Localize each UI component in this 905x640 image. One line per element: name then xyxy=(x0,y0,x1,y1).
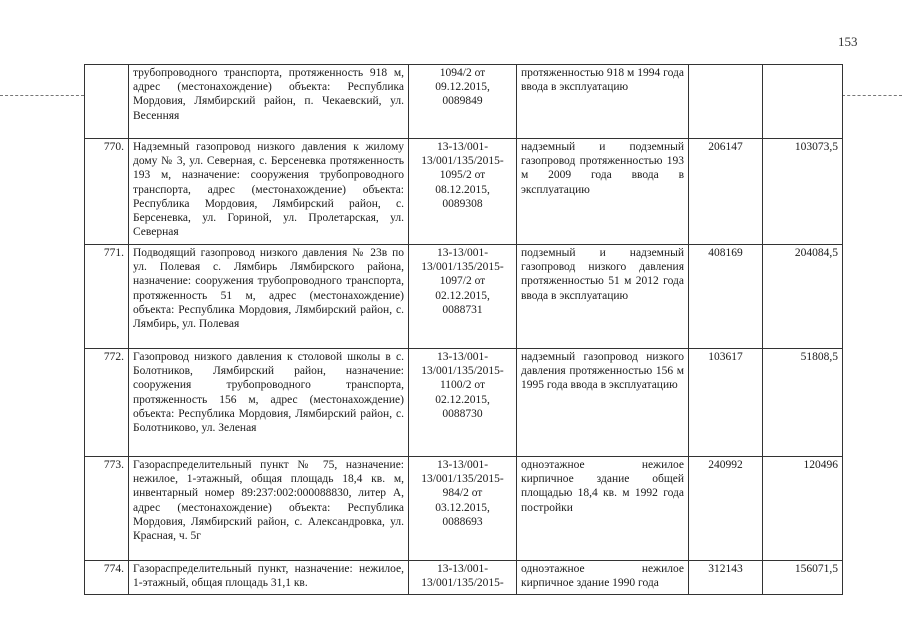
registration-record: 13-13/001- 13/001/135/2015- 1100/2 от 02.12.2015, 0088730 xyxy=(409,349,517,457)
object-characteristics: надземный газопровод низкого давления протяженностью 156 м 1995 года ввода в эксплуатацию xyxy=(517,349,689,457)
value-1 xyxy=(689,65,763,139)
row-number: 774. xyxy=(85,561,129,595)
object-characteristics: протяженностью 918 м 1994 года ввода в эксплуатацию xyxy=(517,65,689,139)
table-row xyxy=(85,349,843,457)
scan-artifact-line-right xyxy=(842,95,902,96)
row-number xyxy=(85,65,129,139)
row-number: 772. xyxy=(85,349,129,457)
object-characteristics: одноэтажное нежилое кирпичное здание общей площадью 18,4 кв. м 1992 года постройки xyxy=(517,457,689,561)
object-description: трубопроводного транспорта, протяженность 918 м, адрес (местонахождение) объекта: Республика Мордовия, Лямбирский район, п. Чекаевский, ул. Весенняя xyxy=(129,65,409,139)
object-description: Надземный газопровод низкого давления к жилому дому № 3, ул. Северная, с. Берсеневка протяженность 193 м, назначение: сооружения трубопроводного транспорта, адрес (местонахождение) объекта: Республика Мордовия, Лямбирский район, с. Берсеневка, ул. Гориной, ул. Пролетарская, ул. Северная xyxy=(129,139,409,245)
value-2: 120496 xyxy=(763,457,843,561)
value-2: 204084,5 xyxy=(763,245,843,349)
object-characteristics: надземный и подземный газопровод протяженностью 193 м 2009 года ввода в эксплуатацию xyxy=(517,139,689,245)
value-1: 206147 xyxy=(689,139,763,245)
registration-record: 13-13/001- 13/001/135/2015- xyxy=(409,561,517,595)
row-number: 773. xyxy=(85,457,129,561)
table-row xyxy=(85,457,843,561)
property-registry-table xyxy=(84,64,843,595)
object-description: Газораспределительный пункт № 75, назначение: нежилое, 1-этажный, общая площадь 18,4 кв. м, инвентарный номер 89:237:002:000088830, литер А, адрес (местонахождение) объекта: Республика Мордовия, Лямбирский район, с. Александровка, ул. Красная, ч. 5г xyxy=(129,457,409,561)
registration-record: 1094/2 от 09.12.2015, 0089849 xyxy=(409,65,517,139)
value-2: 51808,5 xyxy=(763,349,843,457)
table-row xyxy=(85,561,843,595)
value-1: 103617 xyxy=(689,349,763,457)
registration-record: 13-13/001- 13/001/135/2015- 1097/2 от 02.12.2015, 0088731 xyxy=(409,245,517,349)
row-number: 771. xyxy=(85,245,129,349)
object-description: Подводящий газопровод низкого давления № 23в по ул. Полевая с. Лямбирь Лямбирского района, назначение: сооружения трубопроводного транспорта, протяженность 51 м, адрес (местонахождение) объекта: Республика Мордовия, Лямбирский район, с. Лямбирь, ул. Полевая xyxy=(129,245,409,349)
object-description: Газопровод низкого давления к столовой школы в с. Болотников, Лямбирский район, назначение: сооружения трубопроводного транспорта, протяженность 156 м, адрес (местонахождение) объекта: Республика Мордовия, Лямбирский район, с. Болотниково, ул. Зеленая xyxy=(129,349,409,457)
value-1: 312143 xyxy=(689,561,763,595)
value-1: 240992 xyxy=(689,457,763,561)
registration-record: 13-13/001- 13/001/135/2015- 1095/2 от 08.12.2015, 0089308 xyxy=(409,139,517,245)
registration-record: 13-13/001- 13/001/135/2015- 984/2 от 03.12.2015, 0088693 xyxy=(409,457,517,561)
value-2: 156071,5 xyxy=(763,561,843,595)
value-2: 103073,5 xyxy=(763,139,843,245)
value-2 xyxy=(763,65,843,139)
object-description: Газораспределительный пункт, назначение: нежилое, 1-этажный, общая площадь 31,1 кв. xyxy=(129,561,409,595)
table-row xyxy=(85,245,843,349)
table-row xyxy=(85,65,843,139)
row-number: 770. xyxy=(85,139,129,245)
scan-artifact-line-left xyxy=(0,95,84,96)
page-number: 153 xyxy=(838,34,858,49)
object-characteristics: подземный и надземный газопровод низкого давления протяженностью 51 м 2012 года ввода в эксплуатацию xyxy=(517,245,689,349)
table-row xyxy=(85,139,843,245)
value-1: 408169 xyxy=(689,245,763,349)
object-characteristics: одноэтажное нежилое кирпичное здание 1990 года xyxy=(517,561,689,595)
